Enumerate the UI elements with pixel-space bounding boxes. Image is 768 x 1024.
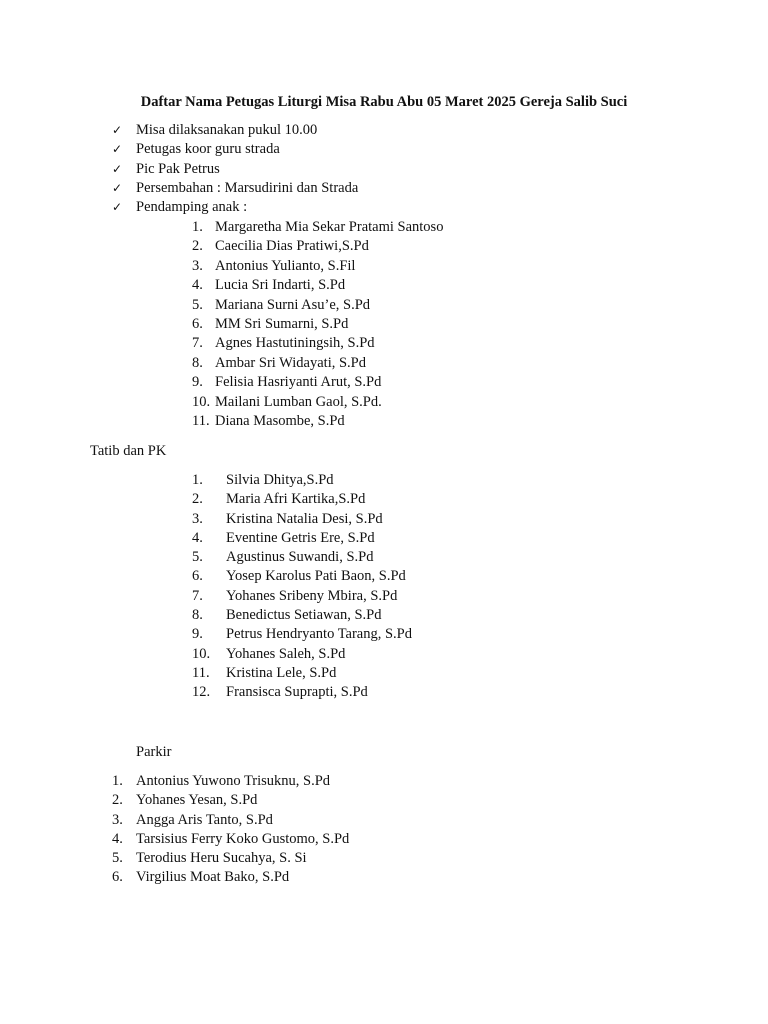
checklist-item-text: Misa dilaksanakan pukul 10.00 bbox=[136, 122, 318, 138]
list-item bbox=[192, 490, 412, 509]
list-item bbox=[192, 412, 443, 431]
list-item bbox=[192, 548, 412, 567]
checkmark-icon: ✓ bbox=[112, 142, 123, 157]
list-number: 1. bbox=[192, 219, 203, 235]
list-item-name: Antonius Yulianto, S.Fil bbox=[215, 257, 356, 274]
checklist-item-text: Petugas koor guru strada bbox=[136, 141, 280, 158]
list-number: 3. bbox=[192, 510, 203, 527]
checkmark-icon: ✓ bbox=[112, 123, 123, 137]
list-item bbox=[192, 664, 412, 683]
checklist-item bbox=[112, 121, 358, 140]
list-item-name: Virgilius Moat Bako, S.Pd bbox=[136, 869, 290, 886]
list-item-name: MM Sri Sumarni, S.Pd bbox=[215, 315, 349, 332]
checkmark-icon: ✓ bbox=[112, 200, 123, 215]
list-item bbox=[192, 683, 412, 702]
list-item bbox=[112, 849, 349, 868]
list-item-name: Yohanes Saleh, S.Pd bbox=[226, 645, 346, 662]
list-number: 2. bbox=[192, 238, 203, 255]
list-item-name: Maria Afri Kartika,S.Pd bbox=[226, 491, 366, 508]
list-number: 1. bbox=[112, 773, 123, 789]
list-item-name: Kristina Natalia Desi, S.Pd bbox=[226, 510, 383, 527]
list-number: 11. bbox=[192, 664, 210, 681]
list-number: 8. bbox=[192, 607, 203, 624]
list-item bbox=[192, 257, 443, 276]
list-item bbox=[192, 625, 412, 644]
list-item-name: Agustinus Suwandi, S.Pd bbox=[226, 549, 374, 566]
list-item bbox=[192, 567, 412, 586]
document-title: Daftar Nama Petugas Liturgi Misa Rabu Abu 05 Maret 2025 Gereja Salib Suci bbox=[140, 94, 628, 110]
list-item bbox=[192, 606, 412, 625]
list-number: 9. bbox=[192, 374, 203, 391]
list-item-name: Lucia Sri Indarti, S.Pd bbox=[215, 277, 346, 294]
list-item-name: Benedictus Setiawan, S.Pd bbox=[226, 607, 382, 624]
list-item-name: Mailani Lumban Gaol, S.Pd. bbox=[215, 393, 382, 410]
list-item bbox=[192, 393, 443, 412]
list-item-name: Mariana Surni Asu’e, S.Pd bbox=[215, 296, 371, 313]
list-number: 8. bbox=[192, 354, 203, 371]
list-item bbox=[112, 772, 349, 791]
pendamping-anak-list bbox=[192, 218, 443, 431]
list-item-name: Diana Masombe, S.Pd bbox=[215, 412, 345, 429]
checklist-item bbox=[112, 179, 358, 198]
list-item bbox=[192, 218, 443, 237]
list-item-name: Kristina Lele, S.Pd bbox=[226, 664, 337, 681]
checklist bbox=[112, 121, 358, 217]
list-item-name: Angga Aris Tanto, S.Pd bbox=[136, 811, 273, 828]
tatib-section-label: Tatib dan PK bbox=[90, 443, 167, 459]
list-number: 11. bbox=[192, 412, 210, 429]
list-number: 9. bbox=[192, 626, 203, 643]
list-item bbox=[192, 510, 412, 529]
list-item-name: Silvia Dhitya,S.Pd bbox=[226, 472, 334, 488]
list-item-name: Agnes Hastutiningsih, S.Pd bbox=[215, 335, 375, 352]
list-item bbox=[192, 296, 443, 315]
list-item-name: Tarsisius Ferry Koko Gustomo, S.Pd bbox=[136, 830, 350, 847]
list-number: 1. bbox=[192, 472, 203, 488]
list-number: 3. bbox=[112, 811, 123, 828]
checklist-item bbox=[112, 140, 358, 159]
list-number: 4. bbox=[192, 277, 203, 294]
list-item bbox=[112, 830, 349, 849]
list-number: 10. bbox=[192, 645, 211, 662]
tatib-pk-list bbox=[192, 471, 412, 703]
list-number: 5. bbox=[192, 549, 203, 566]
list-item-name: Terodius Heru Sucahya, S. Si bbox=[136, 850, 307, 867]
list-item-name: Ambar Sri Widayati, S.Pd bbox=[215, 354, 366, 371]
list-item-name: Eventine Getris Ere, S.Pd bbox=[226, 529, 375, 546]
list-item bbox=[192, 529, 412, 548]
list-item-name: Margaretha Mia Sekar Pratami Santoso bbox=[215, 219, 444, 235]
list-number: 3. bbox=[192, 257, 203, 274]
list-number: 7. bbox=[192, 335, 203, 352]
list-item-name: Yohanes Yesan, S.Pd bbox=[136, 792, 258, 809]
list-item-name: Petrus Hendryanto Tarang, S.Pd bbox=[226, 626, 412, 643]
list-number: 7. bbox=[192, 587, 203, 604]
parkir-list bbox=[112, 772, 349, 888]
list-item bbox=[192, 315, 443, 334]
checkmark-icon: ✓ bbox=[112, 161, 123, 176]
parkir-section-label: Parkir bbox=[136, 744, 172, 760]
list-number: 5. bbox=[112, 850, 123, 867]
list-item bbox=[192, 334, 443, 353]
list-number: 6. bbox=[112, 869, 123, 886]
list-item bbox=[192, 354, 443, 373]
checklist-item bbox=[112, 160, 358, 179]
checklist-item-text: Persembahan : Marsudirini dan Strada bbox=[136, 179, 359, 196]
list-number: 4. bbox=[112, 830, 123, 847]
list-item-name: Felisia Hasriyanti Arut, S.Pd bbox=[215, 374, 382, 391]
list-item-name: Yosep Karolus Pati Baon, S.Pd bbox=[226, 568, 406, 585]
checklist-item bbox=[112, 198, 358, 217]
list-item bbox=[192, 373, 443, 392]
list-number: 5. bbox=[192, 296, 203, 313]
list-number: 10. bbox=[192, 393, 211, 410]
list-item bbox=[112, 811, 349, 830]
list-item bbox=[112, 791, 349, 810]
list-item bbox=[192, 587, 412, 606]
list-item bbox=[192, 471, 412, 490]
list-item bbox=[192, 276, 443, 295]
list-item-name: Caecilia Dias Pratiwi,S.Pd bbox=[215, 238, 369, 255]
checklist-item-text: Pendamping anak : bbox=[136, 199, 248, 216]
list-item bbox=[192, 645, 412, 664]
list-number: 12. bbox=[192, 684, 211, 701]
list-number: 6. bbox=[192, 568, 203, 585]
list-number: 6. bbox=[192, 315, 203, 332]
list-number: 2. bbox=[192, 491, 203, 508]
list-number: 4. bbox=[192, 529, 203, 546]
checklist-item-text: Pic Pak Petrus bbox=[136, 160, 220, 177]
list-item bbox=[112, 868, 349, 887]
list-item bbox=[192, 237, 443, 256]
list-item-name: Yohanes Sribeny Mbira, S.Pd bbox=[226, 587, 398, 604]
checkmark-icon: ✓ bbox=[112, 180, 123, 195]
list-item-name: Fransisca Suprapti, S.Pd bbox=[226, 684, 368, 701]
list-number: 2. bbox=[112, 792, 123, 809]
list-item-name: Antonius Yuwono Trisuknu, S.Pd bbox=[136, 773, 331, 789]
